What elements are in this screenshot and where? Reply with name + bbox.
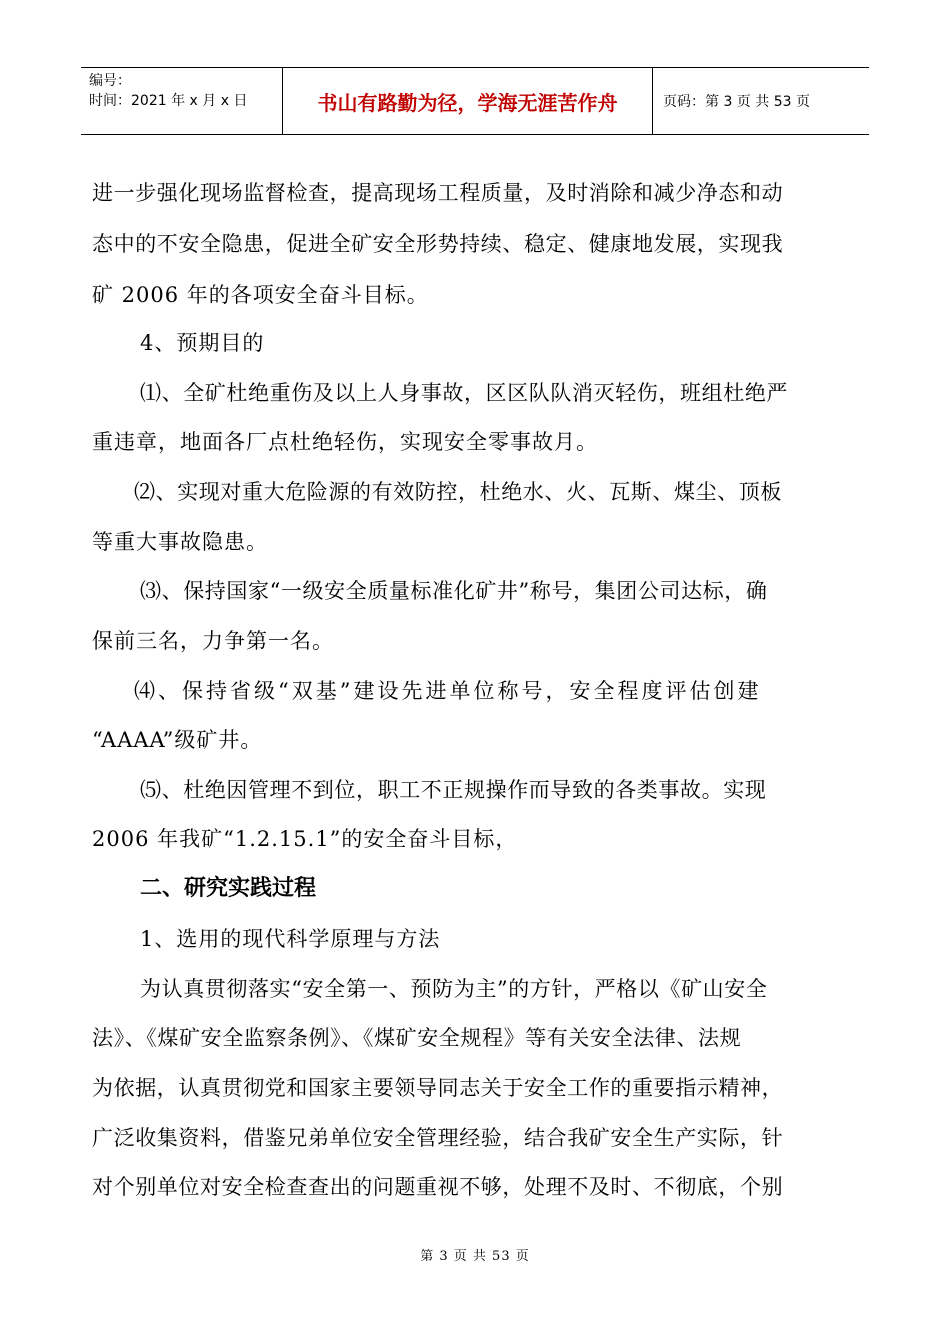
body-line-7: ⑵、实现对重大危险源的有效防控，杜绝水、火、瓦斯、煤尘、顶板: [134, 480, 782, 504]
page-footer: 第 3 页 共 53 页: [420, 1249, 530, 1264]
header-time-label: 时间：2021 年 x 月 x 日: [89, 93, 248, 109]
body-line-15: 1、选用的现代科学原理与方法: [140, 927, 441, 951]
document-header: [81, 67, 869, 135]
body-line-20: 对个别单位对安全检查查出的问题重视不够，处理不及时、不彻底，个别: [92, 1175, 784, 1199]
body-line-5: ⑴、全矿杜绝重伤及以上人身事故，区区队队消灭轻伤，班组杜绝严: [140, 381, 788, 405]
header-code-label: 编号：: [89, 73, 131, 89]
body-line-18: 为依据，认真贯彻党和国家主要领导同志关于安全工作的重要指示精神，: [92, 1076, 784, 1100]
body-line-6: 重违章，地面各厂点杜绝轻伤，实现安全零事故月。: [92, 430, 598, 454]
header-motto: 书山有路勤为径，学海无涯苦作舟: [282, 68, 653, 134]
body-line-14: 2006 年我矿“1.2.15.1”的安全奋斗目标，: [92, 827, 518, 851]
header-page-info: 页码：第 3 页 共 53 页: [663, 94, 810, 110]
section-heading: 二、研究实践过程: [140, 876, 317, 901]
body-line-8: 等重大事故隐患。: [92, 530, 268, 554]
body-line-3: 矿 2006 年的各项安全奋斗目标。: [92, 283, 429, 307]
body-line-9: ⑶、保持国家“一级安全质量标准化矿井”称号，集团公司达标，确: [140, 579, 768, 603]
body-line-4: 4、预期目的: [140, 331, 265, 355]
header-meta: [81, 68, 282, 134]
body-line-12: “AAAA”级矿井。: [92, 728, 263, 752]
body-line-19: 广泛收集资料，借鉴兄弟单位安全管理经验，结合我矿安全生产实际，针: [92, 1126, 784, 1150]
body-line-1: 进一步强化现场监督检查，提高现场工程质量，及时消除和减少净态和动: [92, 181, 784, 205]
body-line-10: 保前三名，力争第一名。: [92, 629, 334, 653]
body-line-11: ⑷、保持省级“双基”建设先进单位称号，安全程度评估创建: [134, 679, 762, 703]
body-line-16: 为认真贯彻落实“安全第一、预防为主”的方针，严格以《矿山安全: [140, 977, 768, 1001]
body-line-2: 态中的不安全隐患，促进全矿安全形势持续、稳定、健康地发展，实现我: [92, 232, 784, 256]
body-line-13: ⑸、杜绝因管理不到位，职工不正规操作而导致的各类事故。实现: [140, 778, 767, 802]
body-line-17: 法》、《煤矿安全监察条例》、《煤矿安全规程》等有关安全法律、法规: [92, 1026, 742, 1050]
